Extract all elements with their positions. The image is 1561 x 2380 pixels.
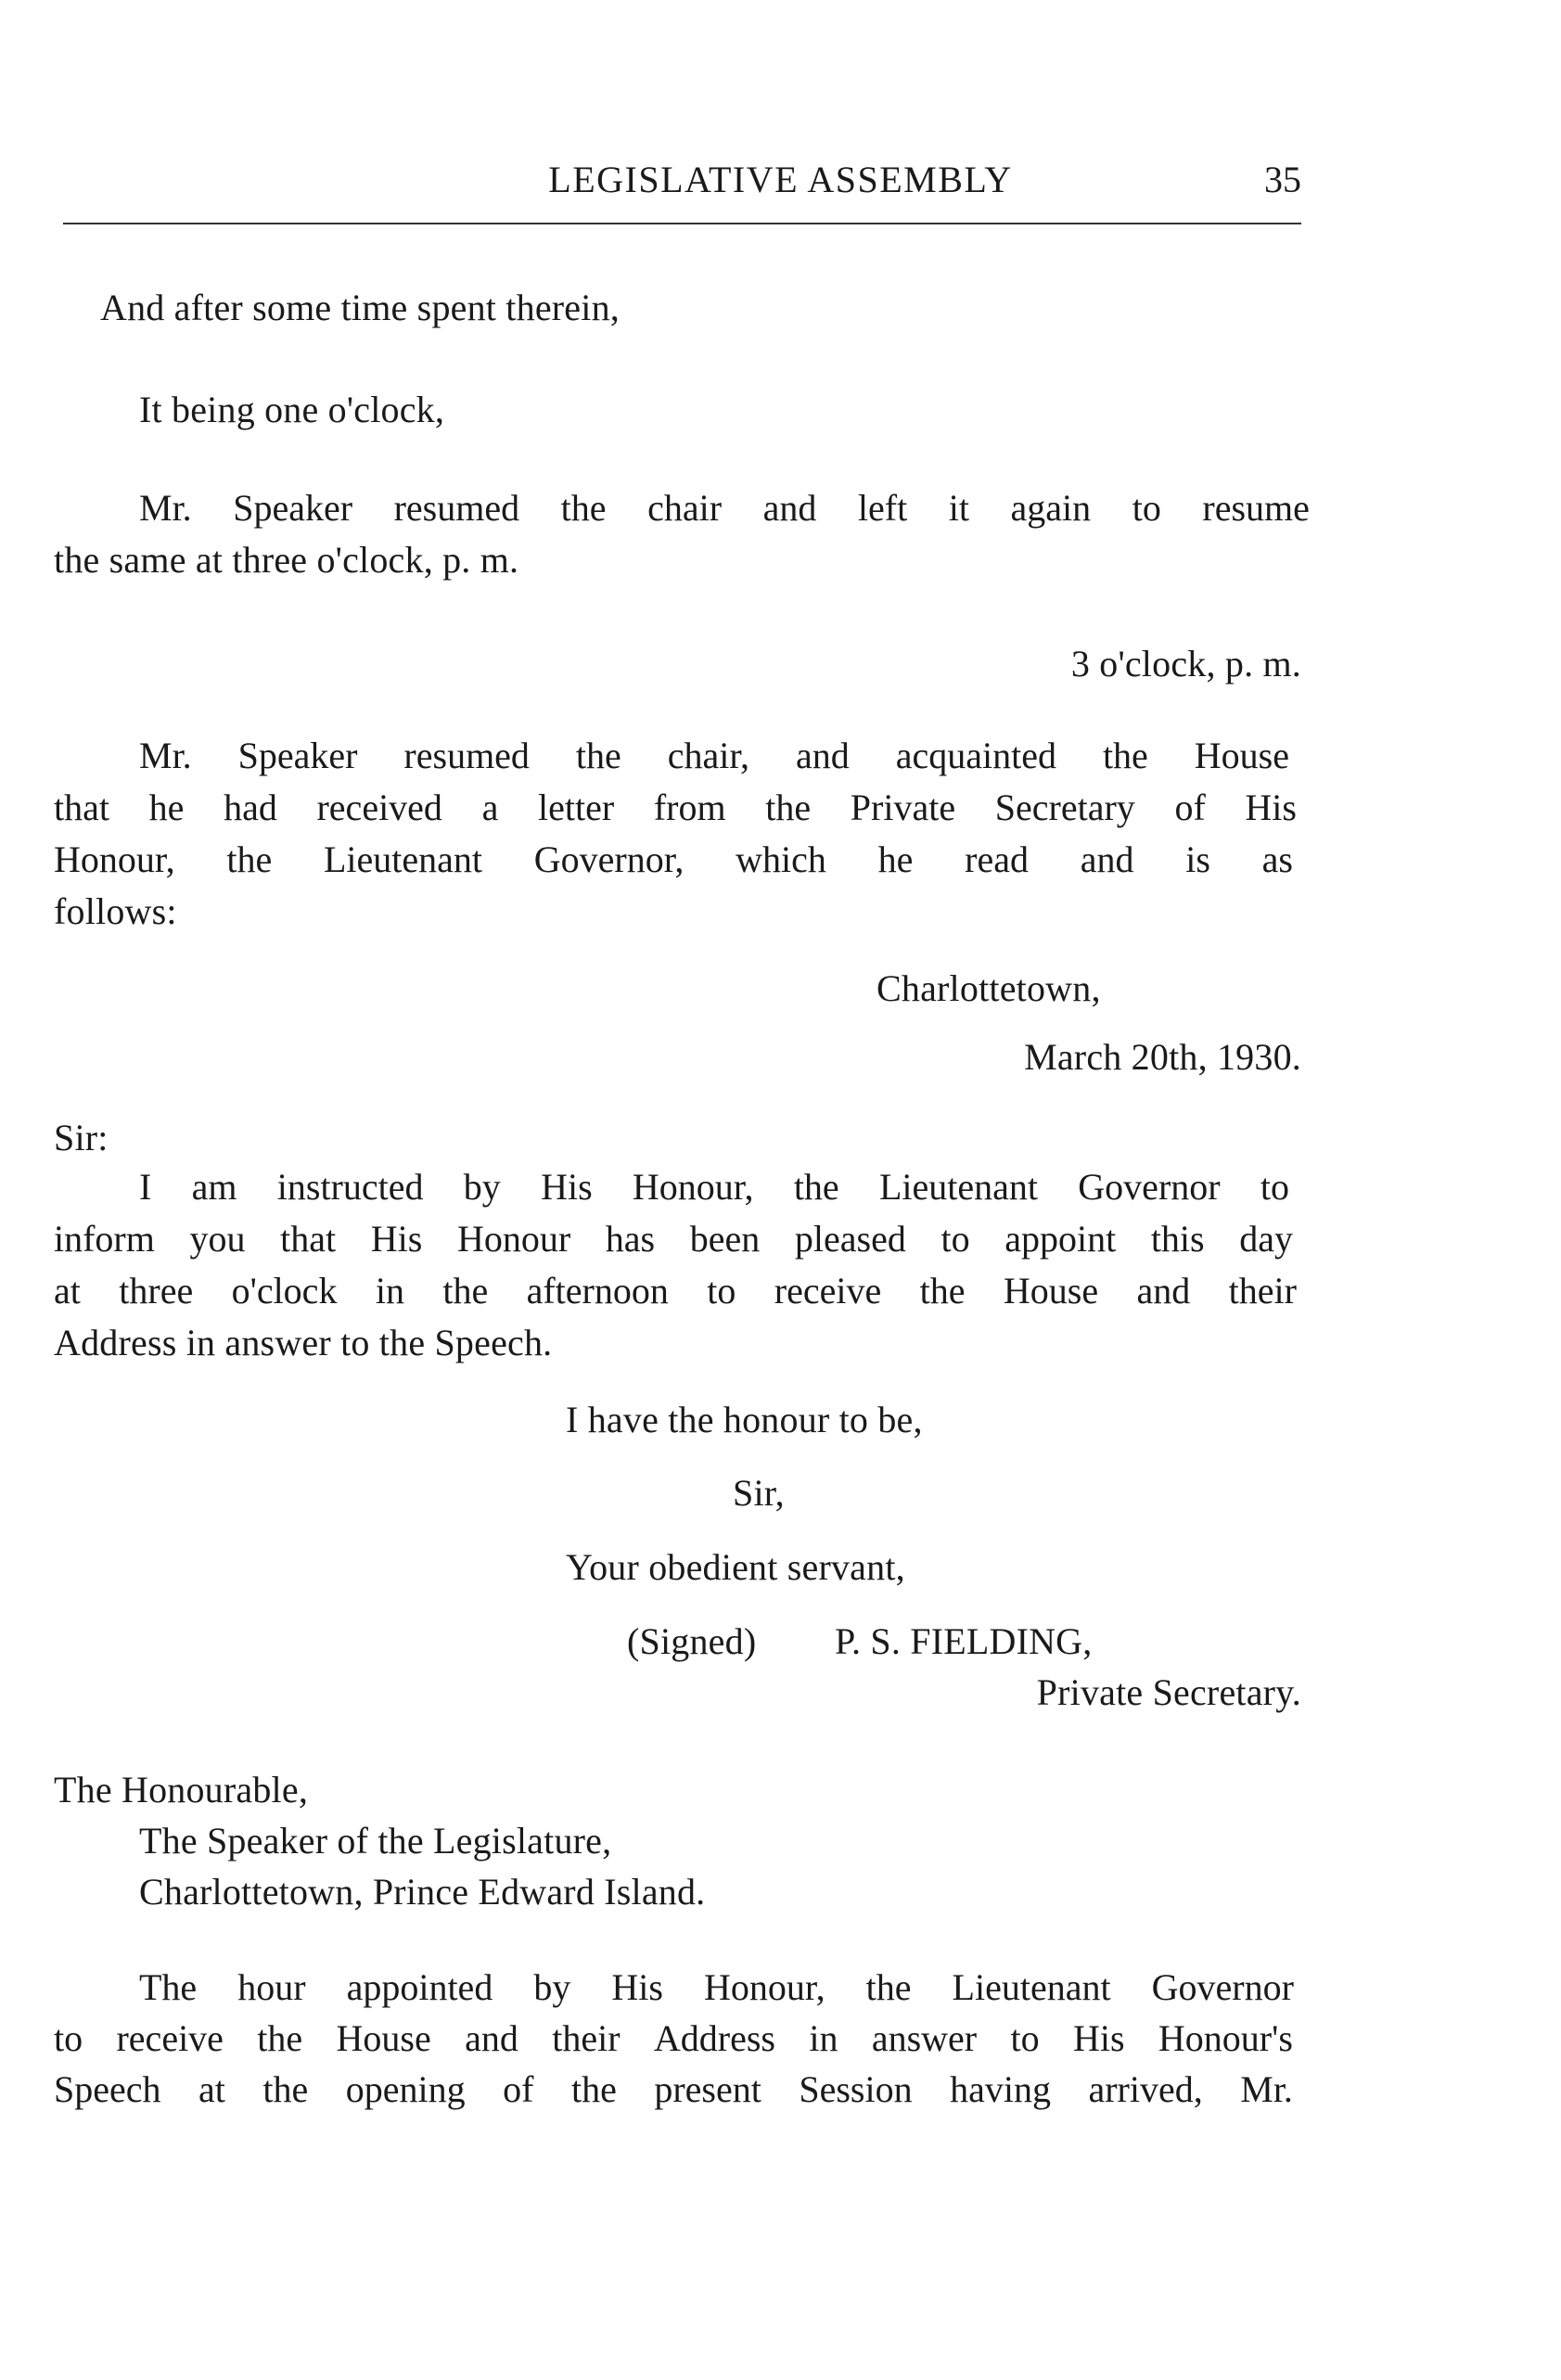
word: Speaker	[237, 735, 358, 776]
word: in	[375, 1270, 404, 1312]
paragraph-line: Address in answer to the Speech.	[54, 1322, 553, 1363]
word: letter	[538, 787, 615, 828]
word: of	[1174, 787, 1206, 828]
word: by	[463, 1166, 501, 1208]
word: you	[189, 1218, 246, 1260]
word: pleased	[794, 1218, 906, 1260]
word: receive	[774, 1270, 882, 1312]
word: that	[280, 1218, 337, 1260]
word: their	[1228, 1270, 1297, 1312]
word: as	[1261, 838, 1293, 880]
word: resume	[1202, 487, 1310, 529]
word: he	[148, 787, 185, 828]
word: inform	[54, 1218, 155, 1260]
word: Speech	[54, 2068, 161, 2110]
address-line: The Speaker of the Legislature,	[139, 1820, 612, 1862]
word: and	[762, 487, 817, 529]
word: again	[1010, 487, 1092, 529]
word: is	[1185, 838, 1210, 880]
word: His	[541, 1166, 593, 1208]
word: His	[1072, 2017, 1125, 2059]
address-line: Charlottetown, Prince Edward Island.	[139, 1871, 706, 1913]
word: the	[570, 2068, 617, 2110]
word: in	[809, 2017, 838, 2059]
word: House	[1003, 1270, 1099, 1312]
word: Secretary	[994, 787, 1135, 828]
paragraph-line: the same at three o'clock, p. m.	[54, 539, 519, 581]
word: resumed	[393, 487, 520, 529]
word: arrived,	[1088, 2068, 1203, 2110]
word: Session	[799, 2068, 913, 2110]
word: has	[605, 1218, 656, 1260]
word: appoint	[1004, 1218, 1117, 1260]
word: read	[965, 838, 1029, 880]
justified-line	[139, 737, 1289, 774]
word: the	[765, 787, 812, 828]
word: Governor	[1151, 1966, 1294, 2008]
word: House	[1194, 735, 1289, 776]
justified-line	[54, 1270, 1297, 1312]
word: Honour,	[632, 1166, 754, 1208]
word: opening	[345, 2068, 466, 2110]
word: the	[1102, 735, 1148, 776]
justified-line	[139, 1166, 1289, 1208]
word: received	[316, 787, 442, 828]
word: three	[119, 1270, 194, 1312]
letter-date: March 20th, 1930.	[1024, 1036, 1301, 1078]
word: had	[224, 787, 277, 828]
word: Private	[850, 787, 956, 828]
word: the	[793, 1166, 839, 1208]
word: it	[948, 487, 969, 529]
word: Honour	[456, 1218, 571, 1260]
word: and	[796, 735, 850, 776]
word: Address	[653, 2017, 775, 2059]
word: Mr.	[1240, 2068, 1293, 2110]
justified-line	[54, 838, 1293, 880]
paragraph-line: And after some time spent therein,	[100, 287, 620, 328]
word: o'clock	[231, 1270, 338, 1312]
word: their	[552, 2017, 621, 2059]
word: of	[503, 2068, 534, 2110]
word: to	[707, 1270, 736, 1312]
word: The	[139, 1966, 198, 2008]
word: resumed	[403, 735, 530, 776]
word: at	[54, 1270, 81, 1312]
justified-line	[54, 1218, 1293, 1260]
word: the	[575, 735, 621, 776]
word: a	[481, 787, 499, 828]
justified-line	[54, 789, 1297, 826]
letter-closing: Sir,	[733, 1472, 785, 1514]
word: this	[1150, 1218, 1205, 1260]
word: the	[919, 1270, 966, 1312]
word: I	[139, 1166, 152, 1208]
word: Honour's	[1158, 2017, 1293, 2059]
time-heading: 3 o'clock, p. m.	[1070, 643, 1301, 685]
word: and	[465, 2017, 518, 2059]
signed-label: (Signed)	[627, 1620, 757, 1662]
word: to	[54, 2017, 83, 2059]
word: Lieutenant	[878, 1166, 1039, 1208]
word: the	[442, 1270, 489, 1312]
justified-line	[139, 1966, 1294, 2008]
word: which	[736, 838, 826, 880]
word: am	[191, 1166, 237, 1208]
word: Honour,	[703, 1966, 825, 2008]
word: and	[1136, 1270, 1191, 1312]
running-header-title: LEGISLATIVE ASSEMBLY	[548, 159, 1013, 200]
word: His	[370, 1218, 423, 1260]
signer-title: Private Secretary.	[1036, 1671, 1301, 1713]
word: His	[611, 1966, 663, 2008]
word: from	[653, 787, 726, 828]
word: hour	[237, 1966, 306, 2008]
letter-salutation: Sir:	[54, 1117, 109, 1158]
word: the	[257, 2017, 303, 2059]
signer-name: P. S. FIELDING,	[835, 1620, 1093, 1662]
word: chair,	[667, 735, 750, 776]
word: that	[54, 787, 109, 828]
word: Governor	[1078, 1166, 1221, 1208]
page-number: 35	[1264, 159, 1301, 200]
word: Mr.	[139, 487, 192, 529]
letter-closing: Your obedient servant,	[566, 1546, 905, 1588]
word: His	[1245, 787, 1297, 828]
word: left	[857, 487, 908, 529]
word: to	[1132, 487, 1161, 529]
word: been	[689, 1218, 761, 1260]
word: Mr.	[139, 735, 192, 776]
word: the	[865, 1966, 912, 2008]
word: chair	[647, 487, 723, 529]
letter-closing: I have the honour to be,	[566, 1399, 923, 1440]
word: and	[1080, 838, 1134, 880]
letter-place: Charlottetown,	[876, 967, 1101, 1009]
word: the	[560, 487, 607, 529]
header-rule	[63, 223, 1301, 224]
word: day	[1239, 1218, 1293, 1260]
word: the	[226, 838, 273, 880]
word: instructed	[276, 1166, 424, 1208]
word: House	[336, 2017, 431, 2059]
word: acquainted	[895, 735, 1056, 776]
word: to	[940, 1218, 970, 1260]
word: to	[1010, 2017, 1040, 2059]
word: having	[950, 2068, 1051, 2110]
word: by	[533, 1966, 571, 2008]
word: afternoon	[526, 1270, 669, 1312]
word: Speaker	[233, 487, 353, 529]
word: receive	[116, 2017, 224, 2059]
word: to	[1260, 1166, 1289, 1208]
word: at	[198, 2068, 225, 2110]
paragraph-line: follows:	[54, 890, 177, 932]
paragraph-line: It being one o'clock,	[139, 389, 445, 430]
word: Governor,	[533, 838, 685, 880]
word: the	[262, 2068, 309, 2110]
word: he	[877, 838, 914, 880]
address-line: The Honourable,	[54, 1769, 309, 1811]
word: appointed	[346, 1966, 493, 2008]
justified-line	[139, 487, 1310, 529]
word: answer	[871, 2017, 978, 2059]
justified-line	[54, 2068, 1293, 2110]
justified-line	[54, 2017, 1293, 2059]
word: present	[654, 2068, 761, 2110]
word: Lieutenant	[323, 838, 482, 880]
word: Honour,	[54, 838, 175, 880]
word: Lieutenant	[952, 1966, 1111, 2008]
